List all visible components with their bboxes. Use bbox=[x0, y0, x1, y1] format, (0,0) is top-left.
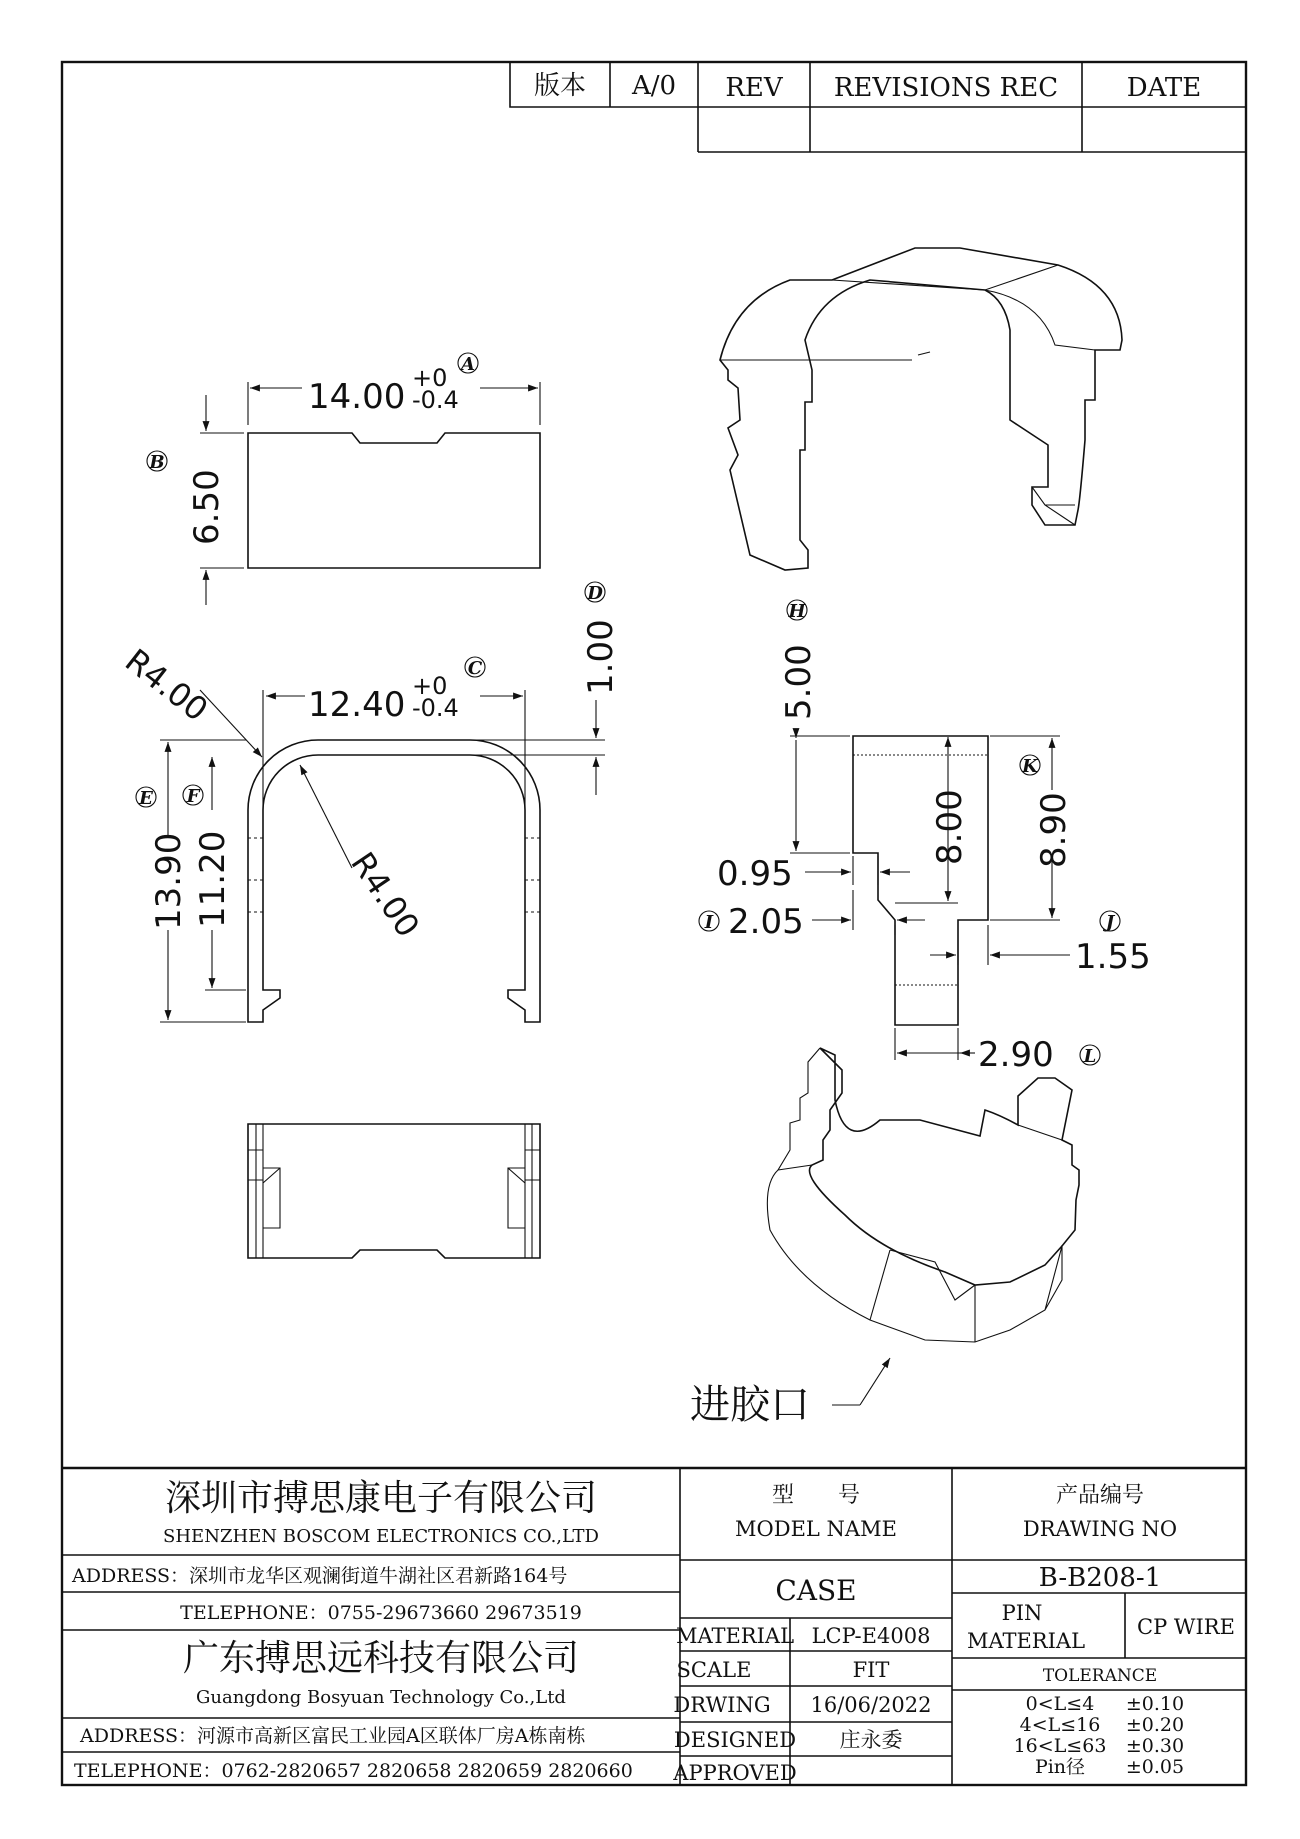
svg-text:K: K bbox=[1022, 756, 1038, 777]
svg-text:E: E bbox=[139, 788, 153, 809]
svg-text:C: C bbox=[467, 658, 483, 679]
dim-095-value: 0.95 bbox=[717, 854, 793, 894]
drawing-no-cn-label: 产品编号 bbox=[1055, 1483, 1145, 1508]
svg-text:I: I bbox=[704, 912, 714, 933]
version-value: A/0 bbox=[631, 71, 677, 101]
tol-value-2: ±0.30 bbox=[1125, 1735, 1185, 1757]
company1-en: SHENZHEN BOSCOM ELECTRONICS CO.,LTD bbox=[163, 1526, 599, 1547]
callout-i bbox=[699, 911, 719, 933]
svg-text:B: B bbox=[149, 452, 165, 473]
dim-8-value: 8.00 bbox=[930, 789, 970, 865]
version-label: 版本 bbox=[533, 71, 587, 101]
svg-text:A: A bbox=[461, 354, 475, 375]
callout-f bbox=[183, 785, 203, 807]
isometric-view-bottom bbox=[767, 1048, 1079, 1342]
telephone2: TELEPHONE：0762-2820657 2820658 2820659 2820660 bbox=[74, 1760, 633, 1782]
drawing-date-label: DRWING bbox=[673, 1693, 771, 1717]
pin-value: CP WIRE bbox=[1137, 1615, 1235, 1639]
dim-h-value: 5.00 bbox=[779, 644, 819, 720]
dim-b-value: 6.50 bbox=[187, 469, 227, 545]
model-en-label: MODEL NAME bbox=[735, 1517, 897, 1541]
svg-text:L: L bbox=[1083, 1046, 1097, 1067]
gate-leader bbox=[690, 1358, 890, 1428]
tol-range-2: 16<L≤63 bbox=[1013, 1735, 1107, 1757]
svg-text:F: F bbox=[186, 786, 200, 807]
model-cn-label: 型 号 bbox=[771, 1483, 861, 1508]
dim-f-value: 11.20 bbox=[193, 830, 233, 928]
dim-l-value: 2.90 bbox=[978, 1035, 1054, 1075]
dim-e-value: 13.90 bbox=[149, 832, 189, 930]
designed-value: 庄永委 bbox=[839, 1728, 903, 1752]
dim-c-value: 12.40 bbox=[308, 685, 406, 725]
callout-j bbox=[1020, 755, 1040, 777]
tol-value-1: ±0.20 bbox=[1125, 1714, 1185, 1736]
bottom-view bbox=[248, 1124, 540, 1258]
designed-label: DESIGNED bbox=[673, 1728, 797, 1752]
tol-range-1: 4<L≤16 bbox=[1019, 1714, 1101, 1736]
callout-k bbox=[1100, 911, 1120, 933]
approved-label: APPROVED bbox=[673, 1761, 797, 1785]
tolerance-label: TOLERANCE bbox=[1042, 1666, 1158, 1686]
revisions-header: REVISIONS REC bbox=[833, 73, 1059, 103]
dim-c-tol-lower: -0.4 bbox=[412, 694, 459, 722]
top-view bbox=[147, 353, 540, 605]
svg-text:D: D bbox=[587, 583, 603, 604]
material-label: MATERIAL bbox=[675, 1624, 795, 1648]
isometric-view-top bbox=[720, 248, 1122, 570]
rev-header: REV bbox=[725, 73, 783, 103]
material-value: LCP-E4008 bbox=[811, 1624, 931, 1648]
tol-value-0: ±0.10 bbox=[1125, 1693, 1185, 1715]
dim-a-tol-lower: -0.4 bbox=[412, 386, 459, 414]
callout-d bbox=[585, 582, 605, 604]
pin-label-1: PIN bbox=[1001, 1601, 1043, 1625]
dim-c-tol-upper: +0 bbox=[412, 672, 448, 700]
callout-c bbox=[465, 657, 485, 679]
dim-a-tol-upper: +0 bbox=[412, 364, 448, 392]
pin-label-2: MATERIAL bbox=[966, 1629, 1086, 1653]
gate-label: 进胶口 bbox=[690, 1382, 810, 1428]
callout-l bbox=[1080, 1045, 1100, 1067]
drawing-no-value: B-B208-1 bbox=[1038, 1563, 1162, 1593]
svg-text:J: J bbox=[1105, 912, 1115, 933]
date-header: DATE bbox=[1126, 73, 1202, 103]
dim-d-value: 1.00 bbox=[581, 619, 621, 695]
dim-a-value: 14.00 bbox=[308, 377, 406, 417]
model-value: CASE bbox=[775, 1574, 857, 1607]
callout-a bbox=[458, 353, 478, 375]
revision-block bbox=[510, 62, 1246, 152]
tol-range-3: Pin径 bbox=[1034, 1756, 1086, 1778]
drawing-date-value: 16/06/2022 bbox=[810, 1693, 932, 1717]
dim-k-value: 1.55 bbox=[1075, 937, 1151, 977]
scale-label: SCALE bbox=[676, 1658, 752, 1682]
address2: ADDRESS：河源市高新区富民工业园A区联体厂房A栋南栋 bbox=[80, 1725, 586, 1747]
front-view bbox=[118, 582, 621, 1022]
tol-value-3: ±0.05 bbox=[1125, 1756, 1185, 1778]
callout-h bbox=[787, 600, 807, 622]
side-view bbox=[699, 600, 1151, 1075]
title-block bbox=[62, 1468, 1246, 1785]
drawing-no-en-label: DRAWING NO bbox=[1022, 1517, 1178, 1541]
svg-text:H: H bbox=[788, 601, 806, 622]
telephone1: TELEPHONE：0755-29673660 29673519 bbox=[180, 1602, 582, 1624]
dim-i-value: 2.05 bbox=[728, 902, 804, 942]
company1-cn: 深圳市搏思康电子有限公司 bbox=[164, 1478, 598, 1519]
scale-value: FIT bbox=[852, 1658, 890, 1682]
radius-outer: R4.00 bbox=[118, 641, 216, 729]
radius-inner: R4.00 bbox=[343, 845, 428, 944]
tol-range-0: 0<L≤4 bbox=[1025, 1693, 1095, 1715]
callout-b bbox=[147, 451, 167, 473]
dim-j-value: 8.90 bbox=[1034, 792, 1074, 868]
callout-e bbox=[136, 787, 156, 809]
company2-en: Guangdong Bosyuan Technology Co.,Ltd bbox=[196, 1687, 566, 1708]
address1: ADDRESS：深圳市龙华区观澜街道牛湖社区君新路164号 bbox=[72, 1565, 568, 1587]
company2-cn: 广东搏思远科技有限公司 bbox=[182, 1638, 580, 1679]
